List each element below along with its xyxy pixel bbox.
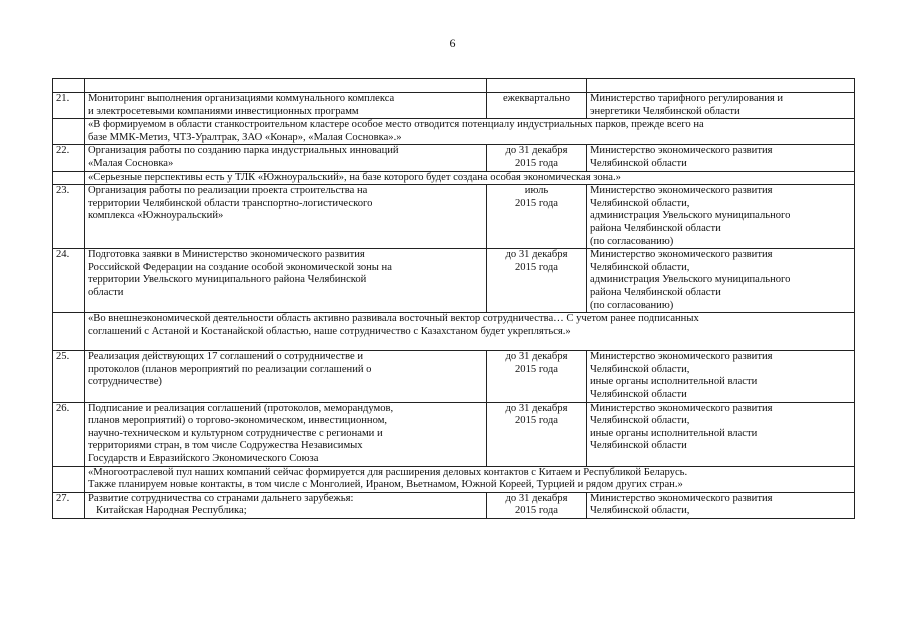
deadline xyxy=(487,402,587,466)
table-cell xyxy=(85,79,487,93)
deadline-line: 2015 года xyxy=(514,261,558,273)
deadline-line: 2015 года xyxy=(514,197,558,209)
quote-text-line: «В формируемом в области станкостроительном кластере особое место отводится потенциалу индустриальных парков, прежде всего на xyxy=(88,119,704,131)
responsible-party-line: Челябинской области xyxy=(590,389,687,401)
row-number: 27. xyxy=(53,492,85,518)
quote-row xyxy=(53,313,855,351)
responsible-party-line: Министерство экономического развития xyxy=(590,492,773,504)
responsible-party-line: Министерство экономического развития xyxy=(590,249,773,261)
row-number: 22. xyxy=(53,145,85,171)
task-description-line: территориями стран, в том числе Содружества Независимых xyxy=(88,440,363,452)
deadline-line: до 31 декабря xyxy=(505,145,568,157)
task-description xyxy=(85,492,487,518)
task-description-line: протоколов (планов мероприятий по реализации соглашений о xyxy=(88,363,372,375)
task-description-line: Организация работы по созданию парка индустриальных инноваций xyxy=(88,145,399,157)
task-description-line: Российской Федерации на создание особой экономической зоны на xyxy=(88,261,392,273)
quote-text xyxy=(85,119,855,145)
responsible-party-line: энергетики Челябинской области xyxy=(590,105,740,117)
task-description-line: Реализация действующих 17 соглашений о сотрудничестве и xyxy=(88,351,364,363)
table-cell xyxy=(487,79,587,93)
deadline xyxy=(487,351,587,402)
task-description-line: Организация работы по реализации проекта строительства на xyxy=(88,185,368,197)
responsible-party xyxy=(587,145,855,171)
action-plan-table xyxy=(52,78,855,519)
responsible-party-line: Челябинской области xyxy=(590,157,687,169)
quote-text-line: Также планируем новые контакты, в том числе с Монголией, Ираном, Вьетнамом, Южной Кореей, Турцией и рядом других стран.» xyxy=(88,479,683,491)
row-number: 21. xyxy=(53,93,85,119)
deadline xyxy=(487,249,587,313)
responsible-party-line: Министерство экономического развития xyxy=(590,351,773,363)
responsible-party xyxy=(587,492,855,518)
responsible-party-line: Министерство экономического развития xyxy=(590,185,773,197)
quote-text-line: базе ММК-Метиз, ЧТЗ-Уралтрак, ЗАО «Конар», «Малая Сосновка».» xyxy=(88,131,402,143)
task-description xyxy=(85,249,487,313)
task-description-line: Развитие сотрудничества со странами дальнего зарубежья: xyxy=(88,492,354,504)
row-number: 25. xyxy=(53,351,85,402)
responsible-party-line: Министерство экономического развития xyxy=(590,402,773,414)
task-description-line: области xyxy=(88,286,124,298)
quote-row xyxy=(53,466,855,492)
task-description xyxy=(85,93,487,119)
deadline-line: до 31 декабря xyxy=(505,402,568,414)
table-row xyxy=(53,402,855,466)
table-row xyxy=(53,351,855,402)
table-row xyxy=(53,93,855,119)
table-row xyxy=(53,249,855,313)
responsible-party xyxy=(587,402,855,466)
deadline-line: 2015 года xyxy=(514,505,558,517)
responsible-party-line: (по согласованию) xyxy=(590,299,674,311)
responsible-party-line: Челябинской области, xyxy=(590,197,690,209)
responsible-party xyxy=(587,351,855,402)
table-cell xyxy=(53,79,85,93)
quote-text xyxy=(85,466,855,492)
table-body xyxy=(53,79,855,519)
task-description xyxy=(85,145,487,171)
task-description xyxy=(85,351,487,402)
task-description-line: Подписание и реализация соглашений (протоколов, меморандумов, xyxy=(88,402,394,414)
responsible-party-line: (по согласованию) xyxy=(590,235,674,247)
deadline-line: 2015 года xyxy=(514,157,558,169)
deadline xyxy=(487,492,587,518)
deadline-line: июль xyxy=(524,185,549,197)
task-description-line: территории Увельского муниципального района Челябинской xyxy=(88,274,367,286)
table-cell xyxy=(587,79,855,93)
task-description-line: Мониторинг выполнения организациями коммунального комплекса xyxy=(88,93,395,104)
task-description-line: планов мероприятий) о торгово-экономическом, инвестиционном, xyxy=(88,415,388,427)
task-description-line: и электросетевыми компаниями инвестиционных программ xyxy=(88,105,359,117)
responsible-party-line: Министерство экономического развития xyxy=(590,145,773,157)
responsible-party-line: Челябинской области, xyxy=(590,505,690,517)
responsible-party xyxy=(587,249,855,313)
deadline xyxy=(487,185,587,249)
task-description-line: сотрудничестве) xyxy=(88,376,162,388)
table-cell xyxy=(53,119,85,145)
table-cell xyxy=(53,466,85,492)
task-description-line: Государств и Евразийского Экономического Союза xyxy=(88,453,319,465)
task-description-line: территории Челябинской области транспортно-логистического xyxy=(88,197,373,209)
quote-text xyxy=(85,313,855,351)
quote-text-line: соглашений с Астаной и Костанайской областью, наше сотрудничество с Казахстаном будет укрепляться.» xyxy=(88,325,571,337)
quote-text xyxy=(85,171,855,185)
responsible-party-line: иные органы исполнительной власти xyxy=(590,376,758,388)
task-description-line: комплекса «Южноуральский» xyxy=(88,210,224,222)
task-description-line: научно-техническом и культурном сотрудничестве с регионами и xyxy=(88,427,383,439)
responsible-party-line: администрация Увельского муниципального xyxy=(590,210,791,222)
task-description-line: Китайская Народная Республика; xyxy=(96,505,247,517)
deadline-line: до 31 декабря xyxy=(505,249,568,261)
deadline-line: до 31 декабря xyxy=(505,351,568,363)
responsible-party-line: района Челябинской области xyxy=(590,286,721,298)
task-description xyxy=(85,402,487,466)
quote-text-line: «Во внешнеэкономической деятельности область активно развивала восточный вектор сотрудничества… С учетом ранее подписанных xyxy=(88,313,699,325)
table-cell xyxy=(53,313,85,351)
row-number: 24. xyxy=(53,249,85,313)
responsible-party-line: Министерство тарифного регулирования и xyxy=(590,93,784,104)
task-description-line: Подготовка заявки в Министерство экономического развития xyxy=(88,249,365,261)
quote-row xyxy=(53,171,855,185)
deadline-line: до 31 декабря xyxy=(505,492,568,504)
responsible-party-line: Челябинской области, xyxy=(590,261,690,273)
deadline-line: ежеквартально xyxy=(502,93,571,104)
quote-row xyxy=(53,119,855,145)
responsible-party-line: района Челябинской области xyxy=(590,222,721,234)
quote-text-line: «Серьезные перспективы есть у ТЛК «Южноуральский», на базе которого будет создана особая экономическая зона.» xyxy=(88,171,621,183)
responsible-party-line: Челябинской области, xyxy=(590,415,690,427)
table-row xyxy=(53,492,855,518)
table-row xyxy=(53,145,855,171)
deadline-line: 2015 года xyxy=(514,415,558,427)
deadline xyxy=(487,145,587,171)
task-description xyxy=(85,185,487,249)
header-spacer-row xyxy=(53,79,855,93)
task-description-line: «Малая Сосновка» xyxy=(88,157,174,169)
responsible-party-line: Челябинской области, xyxy=(590,363,690,375)
deadline xyxy=(487,93,587,119)
page-number: 6 xyxy=(449,36,456,50)
responsible-party xyxy=(587,185,855,249)
responsible-party-line: администрация Увельского муниципального xyxy=(590,274,791,286)
responsible-party-line: Челябинской области xyxy=(590,440,687,452)
table-row xyxy=(53,185,855,249)
deadline-line: 2015 года xyxy=(514,363,558,375)
row-number: 23. xyxy=(53,185,85,249)
table-cell xyxy=(53,171,85,185)
responsible-party xyxy=(587,93,855,119)
responsible-party-line: иные органы исполнительной власти xyxy=(590,427,758,439)
row-number: 26. xyxy=(53,402,85,466)
quote-text-line: «Многоотраслевой пул наших компаний сейчас формируется для расширения деловых контактов с Китаем и Республикой Беларусь. xyxy=(88,466,688,478)
